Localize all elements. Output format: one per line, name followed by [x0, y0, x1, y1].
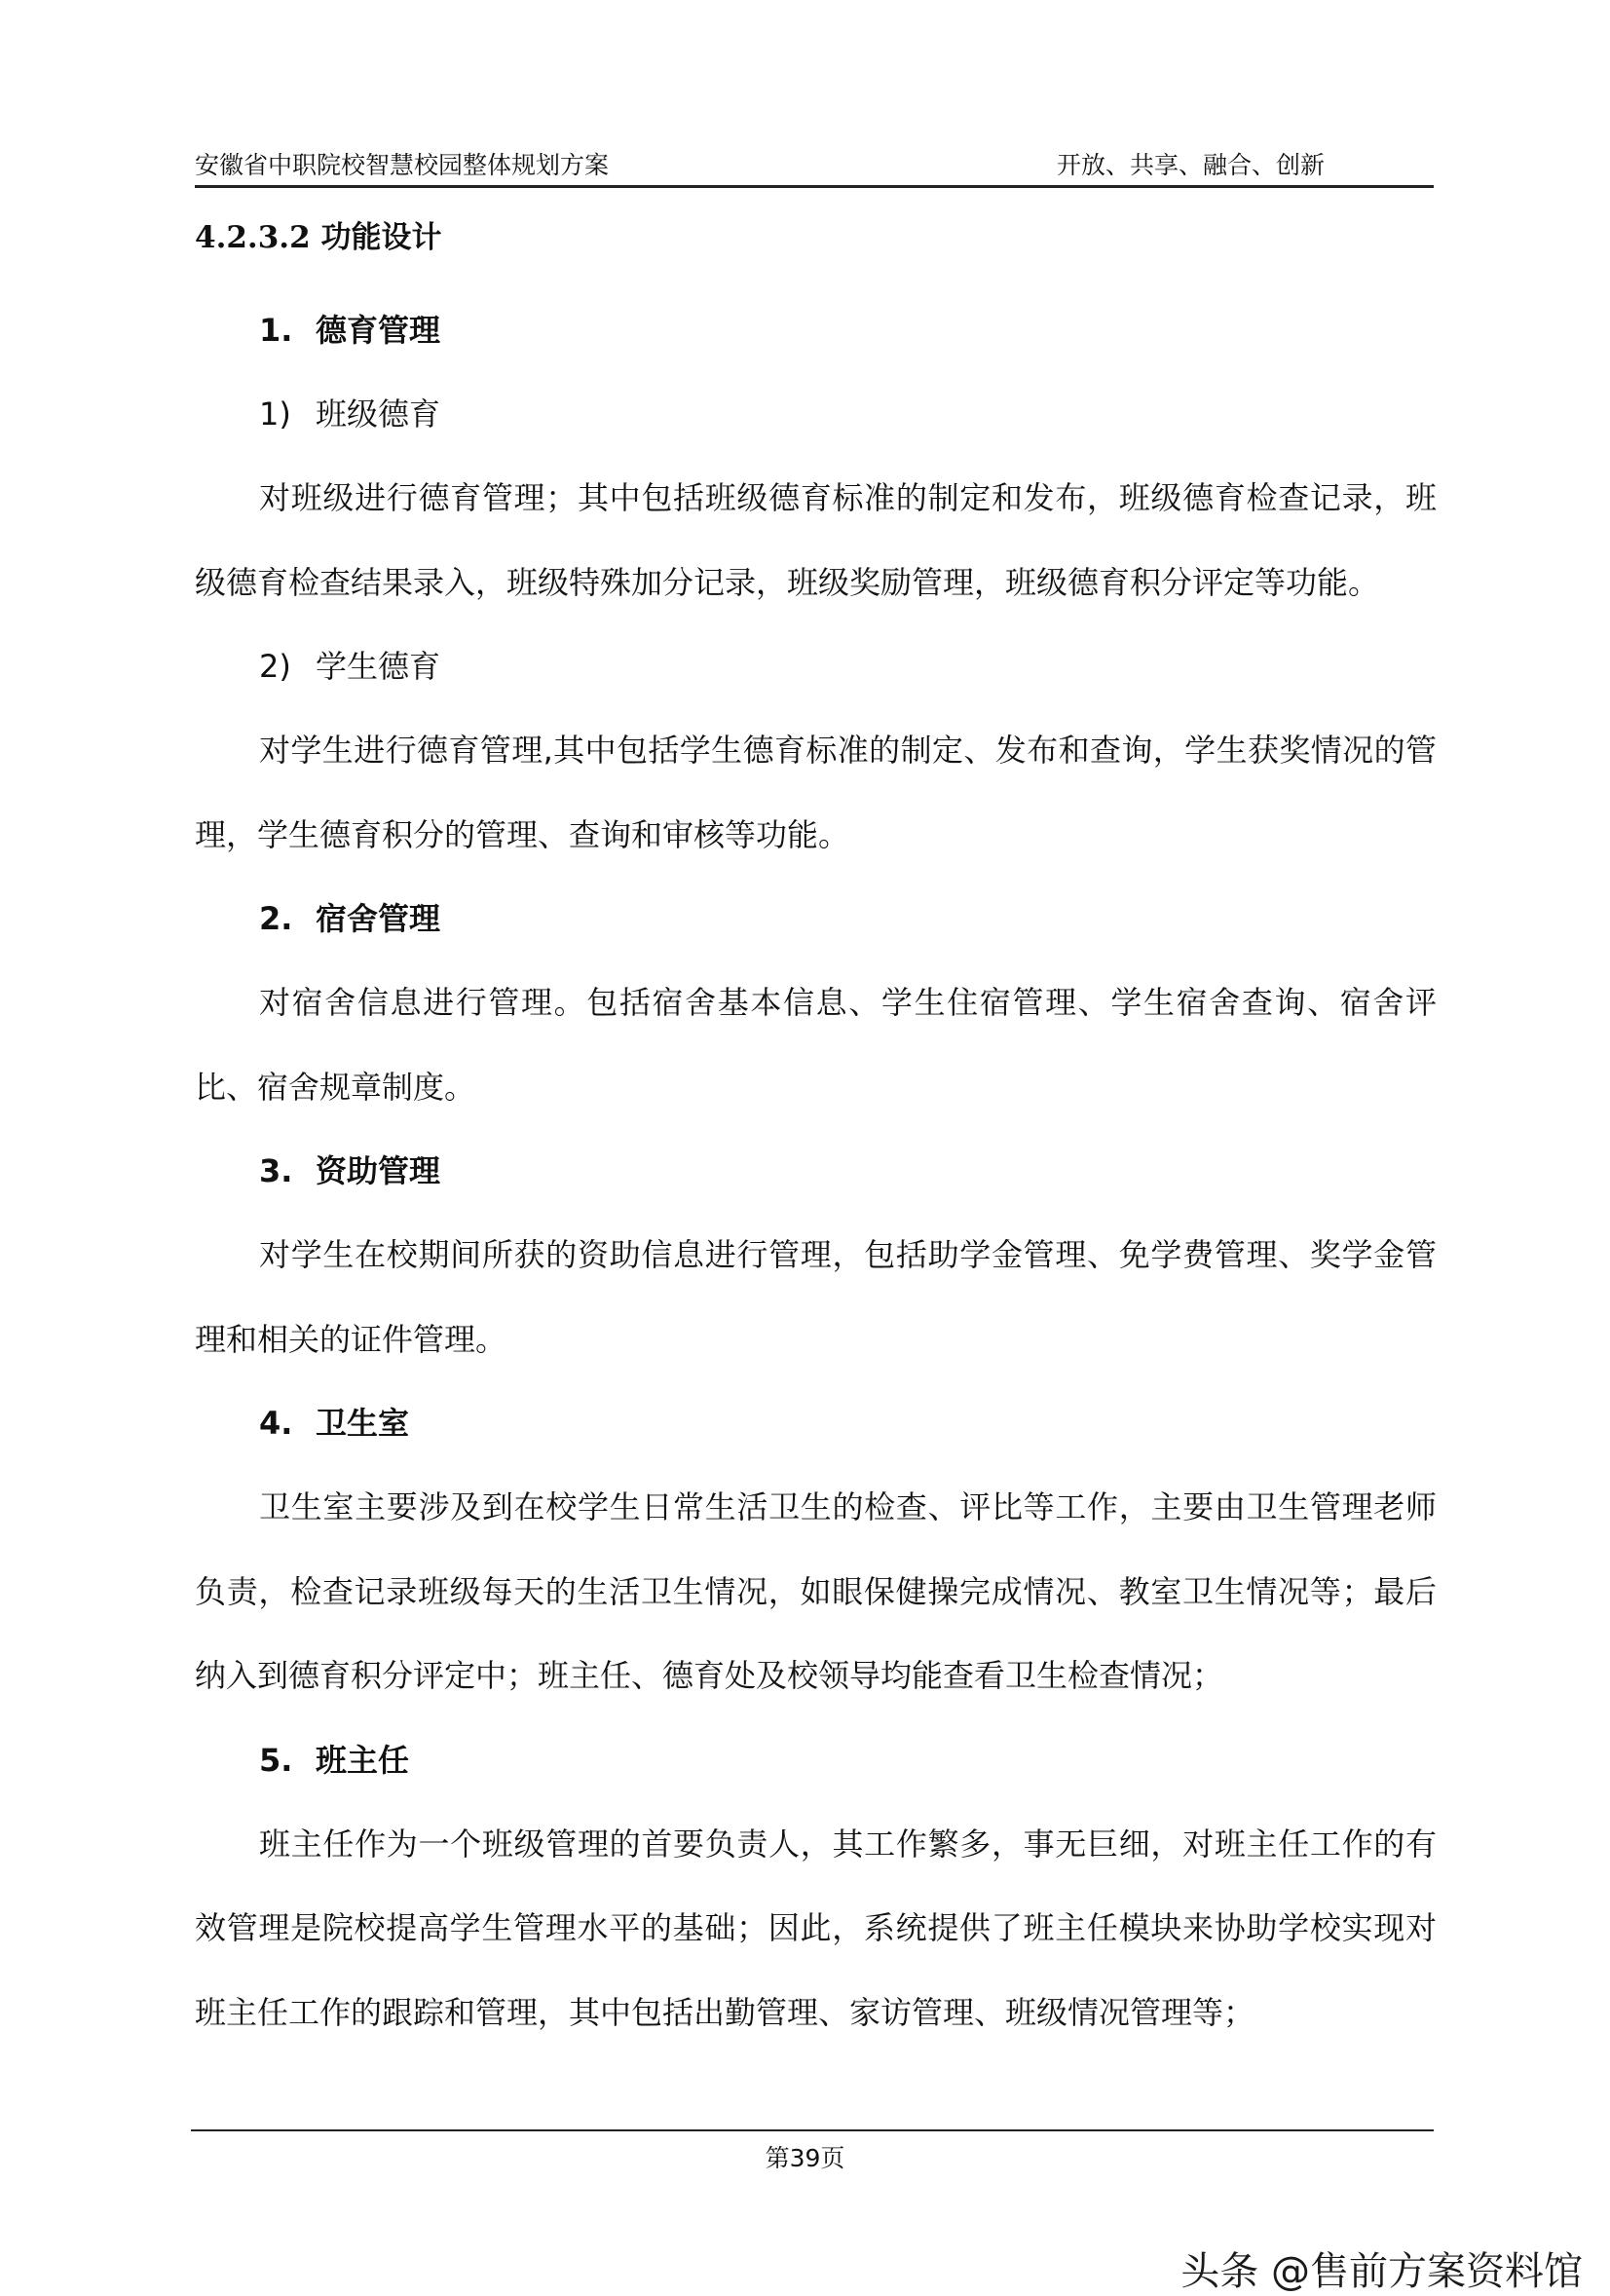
heading-moral-management: [195, 288, 1437, 372]
heading-text: 资助管理: [316, 1152, 441, 1189]
header-slogan: 开放、共享、融合、创新: [1056, 151, 1325, 179]
source-watermark: 头条 @售前方案资料馆: [1180, 2249, 1583, 2294]
paragraph-student-moral: 对学生进行德育管理,其中包括学生德育标准的制定、发布和查询，学生获奖情况的管理，学生德育积分的管理、查询和审核等功能。: [195, 732, 1437, 853]
paragraph-class-teacher: 班主任作为一个班级管理的首要负责人，其工作繁多，事无巨细，对班主任工作的有效管理是院校提高学生管理水平的基础；因此，系统提供了班主任模块来协助学校实现对班主任工作的跟踪和管理，其中包括出勤管理、家访管理、班级情况管理等；: [195, 1825, 1437, 2031]
heading-number: 2.: [259, 900, 293, 937]
subheading-class-moral: [195, 372, 1437, 456]
paragraph-dorm: 对宿舍信息进行管理。包括宿舍基本信息、学生住宿管理、学生宿舍查询、宿舍评比、宿舍规章制度。: [195, 984, 1437, 1106]
heading-number: 4.: [259, 1405, 293, 1442]
heading-number: 3.: [259, 1152, 293, 1189]
heading-number: 5.: [259, 1741, 293, 1779]
heading-text: 卫生室: [316, 1405, 410, 1442]
header-document-title: 安徽省中职院校智慧校园整体规划方案: [195, 151, 610, 179]
heading-text: 班主任: [316, 1741, 410, 1779]
paragraph-aid: 对学生在校期间所获的资助信息进行管理，包括助学金管理、免学费管理、奖学金管理和相关的证件管理。: [195, 1236, 1437, 1358]
heading-text: 宿舍管理: [316, 900, 441, 937]
section-title: 4.2.3.2 功能设计: [195, 220, 442, 255]
heading-class-teacher: [195, 1718, 1437, 1802]
subheading-number: 2): [259, 648, 291, 685]
page-header: [195, 138, 1434, 188]
page-number: 第39页: [765, 2144, 845, 2172]
heading-number: 1.: [259, 312, 293, 349]
footer-divider: [191, 2129, 1434, 2131]
subheading-text: 学生德育: [316, 648, 441, 685]
heading-text: 德育管理: [316, 312, 441, 349]
paragraph-health: 卫生室主要涉及到在校学生日常生活卫生的检查、评比等工作，主要由卫生管理老师负责，检查记录班级每天的生活卫生情况，如眼保健操完成情况、教室卫生情况等；最后纳入到德育积分评定中；班主任、德育处及校领导均能查看卫生检查情况；: [195, 1488, 1437, 1694]
paragraph-class-moral: 对班级进行德育管理；其中包括班级德育标准的制定和发布，班级德育检查记录，班级德育检查结果录入，班级特殊加分记录，班级奖励管理，班级德育积分评定等功能。: [195, 479, 1437, 601]
heading-aid-management: [195, 1129, 1437, 1213]
heading-health-room: [195, 1381, 1437, 1465]
subheading-text: 班级德育: [316, 395, 441, 433]
subheading-student-moral: [195, 624, 1437, 708]
heading-dorm-management: [195, 877, 1437, 960]
page-content: [195, 205, 1437, 2054]
subheading-number: 1): [259, 395, 291, 433]
